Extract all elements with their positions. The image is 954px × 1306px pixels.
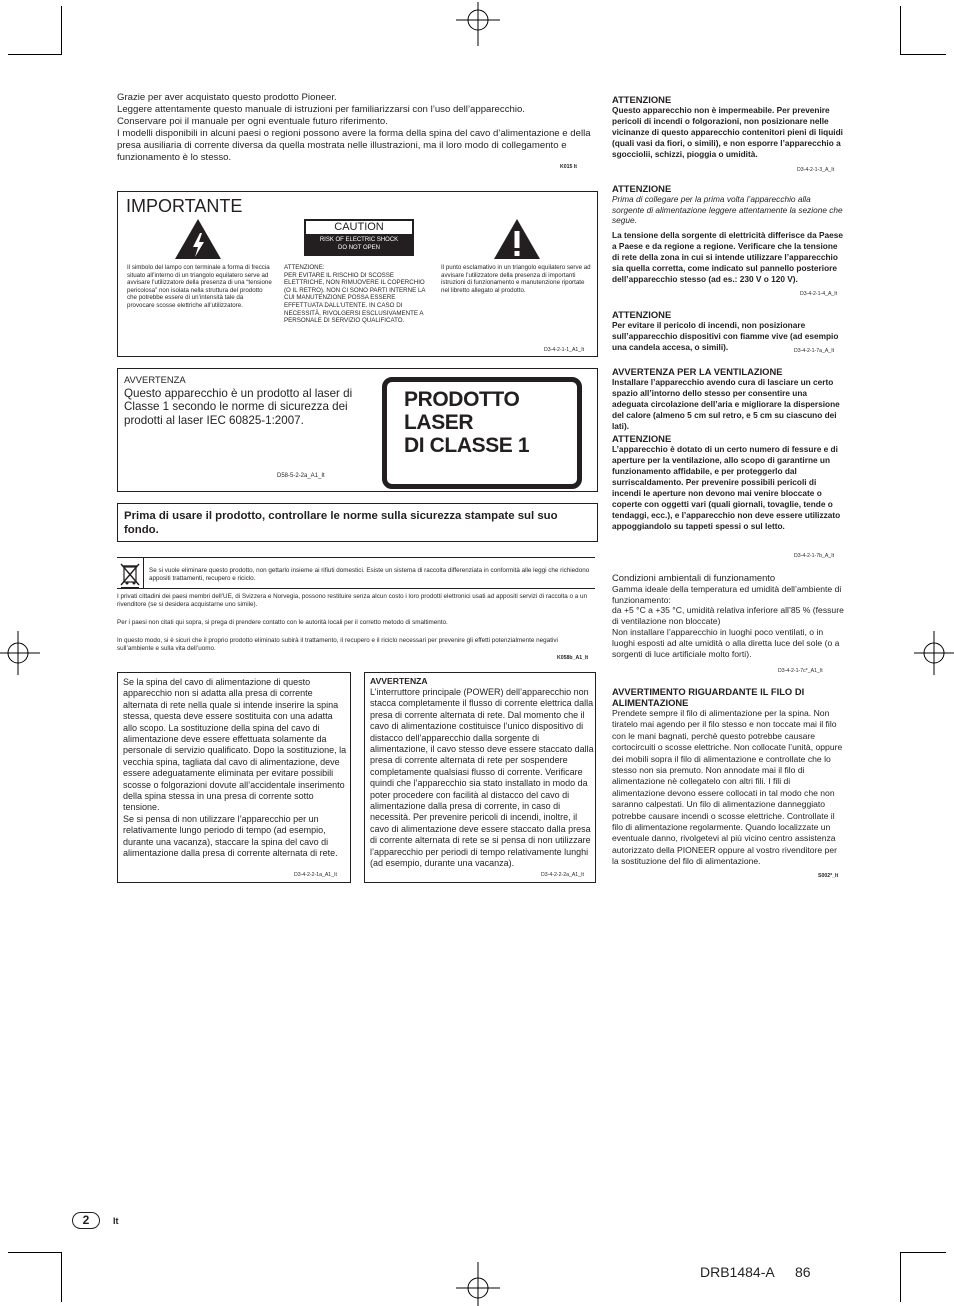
section-text: Per evitare il pericolo di incendi, non posizionare sull’apparecchio dispositivi con fiamme vive (ad esempio una candela accesa, o simili). (612, 320, 839, 352)
power-warning-text: L’interruttore principale (POWER) dell’apparecchio non stacca completamente il flusso di corrente elettrica dalla presa di corrente alternata di rete. Dal momento che il cavo di alimentazione costituisce l’unico dispositivo di distacco dell’apparecchio dalla sorgente di alimentazione, il cavo stesso deve essere staccato dalla presa di corrente alternata di rete per sospendere completamente qualsiasi flusso di corrente. Verificare quindi che l’apparecchio sia stato installato in modo da poter procedere con facilità al distacco del cavo di alimentazione dalla presa di corrente, in caso di necessità. Per prevenire pericoli di incendi, inoltre, il cavo di alimentazione deve essere staccato dalla presa di corrente alternata di rete se si pensa di non utilizzare l’apparecchio per periodi di tempo relativamente lunghi (ad esempio, durante una vacanza). (370, 687, 594, 869)
caution-description-title: ATTENZIONE: (284, 264, 325, 271)
section-heading: AVVERTENZA PER LA VENTILAZIONE (612, 366, 783, 377)
section-code: D3-4-2-1-7a_A_It (794, 348, 835, 354)
section-text: Non installare l’apparecchio in luoghi poco ventilati, o in luoghi esposti ad alte umidità o alla diretta luce del sole (o a sorgenti di luce artificiale molto forti). (612, 626, 840, 659)
section-text: Gamma ideale della temperatura ed umidità dell’ambiente di funzionamento: (612, 583, 842, 605)
caution-label (304, 219, 414, 256)
crossed-bin-icon (119, 561, 141, 589)
section-code: D3-4-2-1-7b_A_It (794, 553, 835, 559)
crop-mark (900, 54, 946, 55)
lightning-description: Il simbolo del lampo con terminale a forma di freccia situato all’interno di un triangolo equilatero serve ad avvisare l’utilizzatore della presenza di una “tensione pericolosa” non isolata nella struttura del prodotto che potrebbe essere di un’intensità tale da provocare scosse elettriche all’utilizzatore. (127, 264, 272, 309)
registration-mark (914, 628, 954, 678)
lightning-triangle-icon (173, 217, 223, 261)
page-number: 2 (72, 1212, 100, 1229)
section-code: D3-4-2-1-1_A1_It (544, 347, 585, 353)
caution-title: CAUTION (306, 221, 412, 234)
section-code: D3-4-2-1-4_A_It (800, 291, 838, 297)
caution-sub: RISK OF ELECTRIC SHOCK (319, 237, 399, 243)
section-heading: ATTENZIONE (612, 94, 672, 105)
section-heading: AVVERTIMENTO RIGUARDANTE IL FILO DI ALIMENTAZIONE (612, 686, 805, 708)
weee-divider (143, 558, 144, 588)
crop-mark (8, 54, 62, 55)
section-code: D3-4-2-1-3_A_It (797, 167, 835, 173)
section-code: D3-4-2-2-1a_A1_It (294, 872, 337, 878)
section-code: D58-5-2-2a_A1_It (277, 473, 325, 479)
weee-text: Per i paesi non citati qui sopra, si prega di prendere contatto con le autorità locali per il corretto metodo di smaltimento. (117, 619, 448, 626)
weee-section (117, 557, 595, 661)
section-code: K058b_A1_It (557, 655, 589, 661)
registration-mark (0, 628, 40, 678)
laser-label-line: DI CLASSE 1 (404, 434, 530, 457)
caution-description-text: PER EVITARE IL RISCHIO DI SCOSSE ELETTRICHE, NON RIMUOVERE IL COPERCHIO (O IL RETRO). NON CI SONO PARTI INTERNE LA CUI MANUTENZIONE POSSA ESSERE EFFETTUATA DALL’UTENTE. IN CASO DI NECESSITÀ, RIVOLGERSI ESCLUSIVAMENTE A PERSONALE DI SERVIZIO QUALIFICATO. (284, 271, 426, 325)
power-warning-title: AVVERTENZA (370, 676, 428, 686)
exclamation-description: Il punto esclamativo in un triangolo equilatero serve ad avvisare l’utilizzatore della presenza di importanti istruzioni di funzionamento e manutenzione riportate nel libretto allegato al prodotto. (441, 264, 591, 294)
document-code: DRB1484-A (700, 1264, 775, 1280)
plug-text: Se si pensa di non utilizzare l’apparecchio per un relativamente lungo periodo di tempo (ad esempio, durante una vacanza), staccare la spina del cavo di alimentazione dalla presa di corrente alternata di rete. (123, 814, 338, 859)
section-italic-text: Prima di collegare per la prima volta l’apparecchio alla sorgente di alimentazione leggere attentamente la sezione che segue. (612, 194, 843, 225)
laser-warning-text: Questo apparecchio è un prodotto al laser di Classe 1 secondo le norme di sicurezza dei prodotti al laser IEC 60825-1:2007. (124, 387, 353, 427)
plug-text: Se la spina del cavo di alimentazione di questo apparecchio non si adatta alla presa di corrente alternata di rete nella quale si intende inserire la spina stessa, questa deve essere sostituita con una adatta allo scopo. La sostituzione della spina del cavo di alimentazione deve essere effettuata solamente da personale di servizio qualificato. Dopo la sostituzione, la vecchia spina, tagliata dal cavo di alimentazione, deve essere adeguatamente eliminata per evitare possibili scosse o folgorazioni dovute all’accidentale inserimento della spina stessa in una presa di corrente sotto tensione. (123, 677, 347, 813)
safety-note-text: Prima di usare il prodotto, controllare le norme sulla sicurezza stampate sul suo fondo. (124, 510, 558, 536)
laser-warning-title: AVVERTENZA (124, 374, 186, 385)
crop-mark (61, 6, 62, 55)
weee-text: Se si vuole eliminare questo prodotto, non gettarlo insieme ai rifiuti domestici. Esiste un sistema di raccolta differenziata in conformità alle leggi che richiedono appositi trattamenti, recupero e riciclo. (149, 567, 590, 582)
laser-box (117, 368, 598, 492)
laser-label-line: PRODOTTO LASER (404, 388, 520, 434)
intro-line: Leggere attentamente questo manuale di istruzioni per familiarizzarsi con l’uso dell’apparecchio. (117, 104, 525, 115)
attention-water (612, 94, 844, 160)
crop-mark (900, 1252, 946, 1253)
section-text: La tensione della sorgente di elettricità differisce da Paese a Paese e da regione a regione. Verificare che la tensione di rete della zona in cui si intende utilizzare l’apparecchio sia quella corretta, come indicato sul pannello posteriore dell’apparecchio stesso (ad es.: 230 V o 120 V). (612, 229, 844, 284)
weee-rule (117, 588, 595, 589)
caution-description (284, 264, 430, 325)
section-heading: ATTENZIONE (612, 433, 672, 444)
section-code: D3-4-2-2-2a_A1_It (541, 872, 584, 878)
ventilation-warning (612, 366, 844, 532)
importante-box (117, 191, 598, 357)
registration-mark (452, 1262, 504, 1306)
intro-line: Grazie per aver acquistato questo prodotto Pioneer. (117, 92, 337, 103)
intro-line: Conservare poi il manuale per ogni eventuale futuro riferimento. (117, 116, 388, 127)
language-code: It (113, 1216, 119, 1226)
section-text: da +5 °C a +35 °C, umidità relativa inferiore all’85 % (fessure di ventilazione non bloccate) (612, 605, 844, 627)
power-cord-warning (612, 686, 844, 868)
section-heading: Condizioni ambientali di funzionamento (612, 572, 776, 583)
section-text: L’apparecchio è dotato di un certo numero di fessure e di aperture per la ventilazione, allo scopo di garantirne un funzionamento affidabile, e per proteggerlo dal surriscaldamento. Per prevenire possibili pericoli di incendi le aperture non devono mai venire bloccate o coperte con oggetti vari (quali giornali, tovaglie, tende o tendaggi, ecc.), e l’apparecchio non deve essere utilizzato appoggiandolo su tappeti spessi o sul letto. (612, 444, 841, 531)
registration-mark (452, 2, 504, 46)
importante-title: IMPORTANTE (126, 196, 243, 216)
crop-mark (900, 6, 901, 55)
crop-mark (900, 1252, 901, 1302)
crop-mark (8, 1252, 62, 1253)
attention-flame (612, 309, 844, 353)
laser-class-label (382, 377, 582, 489)
section-text: Installare l’apparecchio avendo cura di lasciare un certo spazio all’intorno dello stesso per consentire una adeguata circolazione dell’aria e migliorare la dispersione del calore (almeno 5 cm sul retro, e 5 cm su ciascuno dei lati). (612, 377, 840, 431)
section-text: Questo apparecchio non è impermeabile. Per prevenire pericoli di incendi o folgorazioni, non posizionare nelle vicinanze di questo apparecchio contenitori pieni di liquidi (quali vasi da fiori, o simili), e non esporre l’apparecchio a sgocciolii, schizzi, pioggia o umidità. (612, 105, 843, 159)
section-code: K015 It (560, 164, 578, 170)
section-heading: ATTENZIONE (612, 309, 672, 320)
power-box (364, 672, 596, 883)
document-page: 86 (795, 1264, 811, 1280)
plug-box (117, 672, 351, 883)
attention-voltage (612, 183, 844, 285)
section-code: S002*_It (818, 873, 839, 879)
section-text: Prendete sempre il filo di alimentazione per la spina. Non tiratelo mai agendo per il filo stesso e non toccate mai il filo con le mani bagnati, perchè questo potrebbe causare cortocircuiti o scosse elettriche. Non collocate l’unità, oppure dei mobili sopra il filo di alimentazione e controllate che lo stesso non sia premuto. Non annodate mai il filo di alimentazione nè collegatelo con altri fili. I fili di alimentazione devono essere collocati in tal modo che non saranno calpestati. Un filo di alimentazione danneggiato potrebbe causare incendi o scosse elettriche. Controllate il filo di alimentazione regolarmente. Quando localizzate un eventuale danno, rivolgetevi al più vicino centro assistenza autorizzato della PIONEER oppure al vostro rivenditore per la sostituzione del filo di alimentazione. (612, 708, 843, 867)
crop-mark (61, 1252, 62, 1302)
caution-sub: DO NOT OPEN (338, 245, 380, 251)
section-code: D3-4-2-1-7c*_A1_It (778, 668, 823, 674)
weee-text: I privati cittadini dei paesi membri dell’UE, di Svizzera e Norvegia, possono restituire senza alcun costo i loro prodotti elettronici usati ad appositi servizi di raccolta o a un rivenditore (se si desidera acquistarne uno simile). (117, 593, 588, 608)
weee-text: In questo modo, si è sicuri che il proprio prodotto eliminato subirà il trattamento, il recupero e il riciclo necessari per prevenire gli effetti potenzialmente negativi sull’ambiente e sulla vita dell’uomo. (117, 637, 558, 652)
environment-conditions (612, 573, 844, 659)
exclamation-triangle-icon (492, 217, 542, 261)
intro-line: I modelli disponibili in alcuni paesi o regioni possono avere la forma della spina del cavo d’alimentazione e della presa ausiliaria di corrente diversa da quella mostrata nelle illustrazioni, ma il loro modo di collegamento e funzionamento è lo stesso. (117, 128, 591, 163)
section-heading: ATTENZIONE (612, 183, 672, 194)
intro-section (117, 92, 599, 164)
safety-note-box (117, 503, 598, 542)
